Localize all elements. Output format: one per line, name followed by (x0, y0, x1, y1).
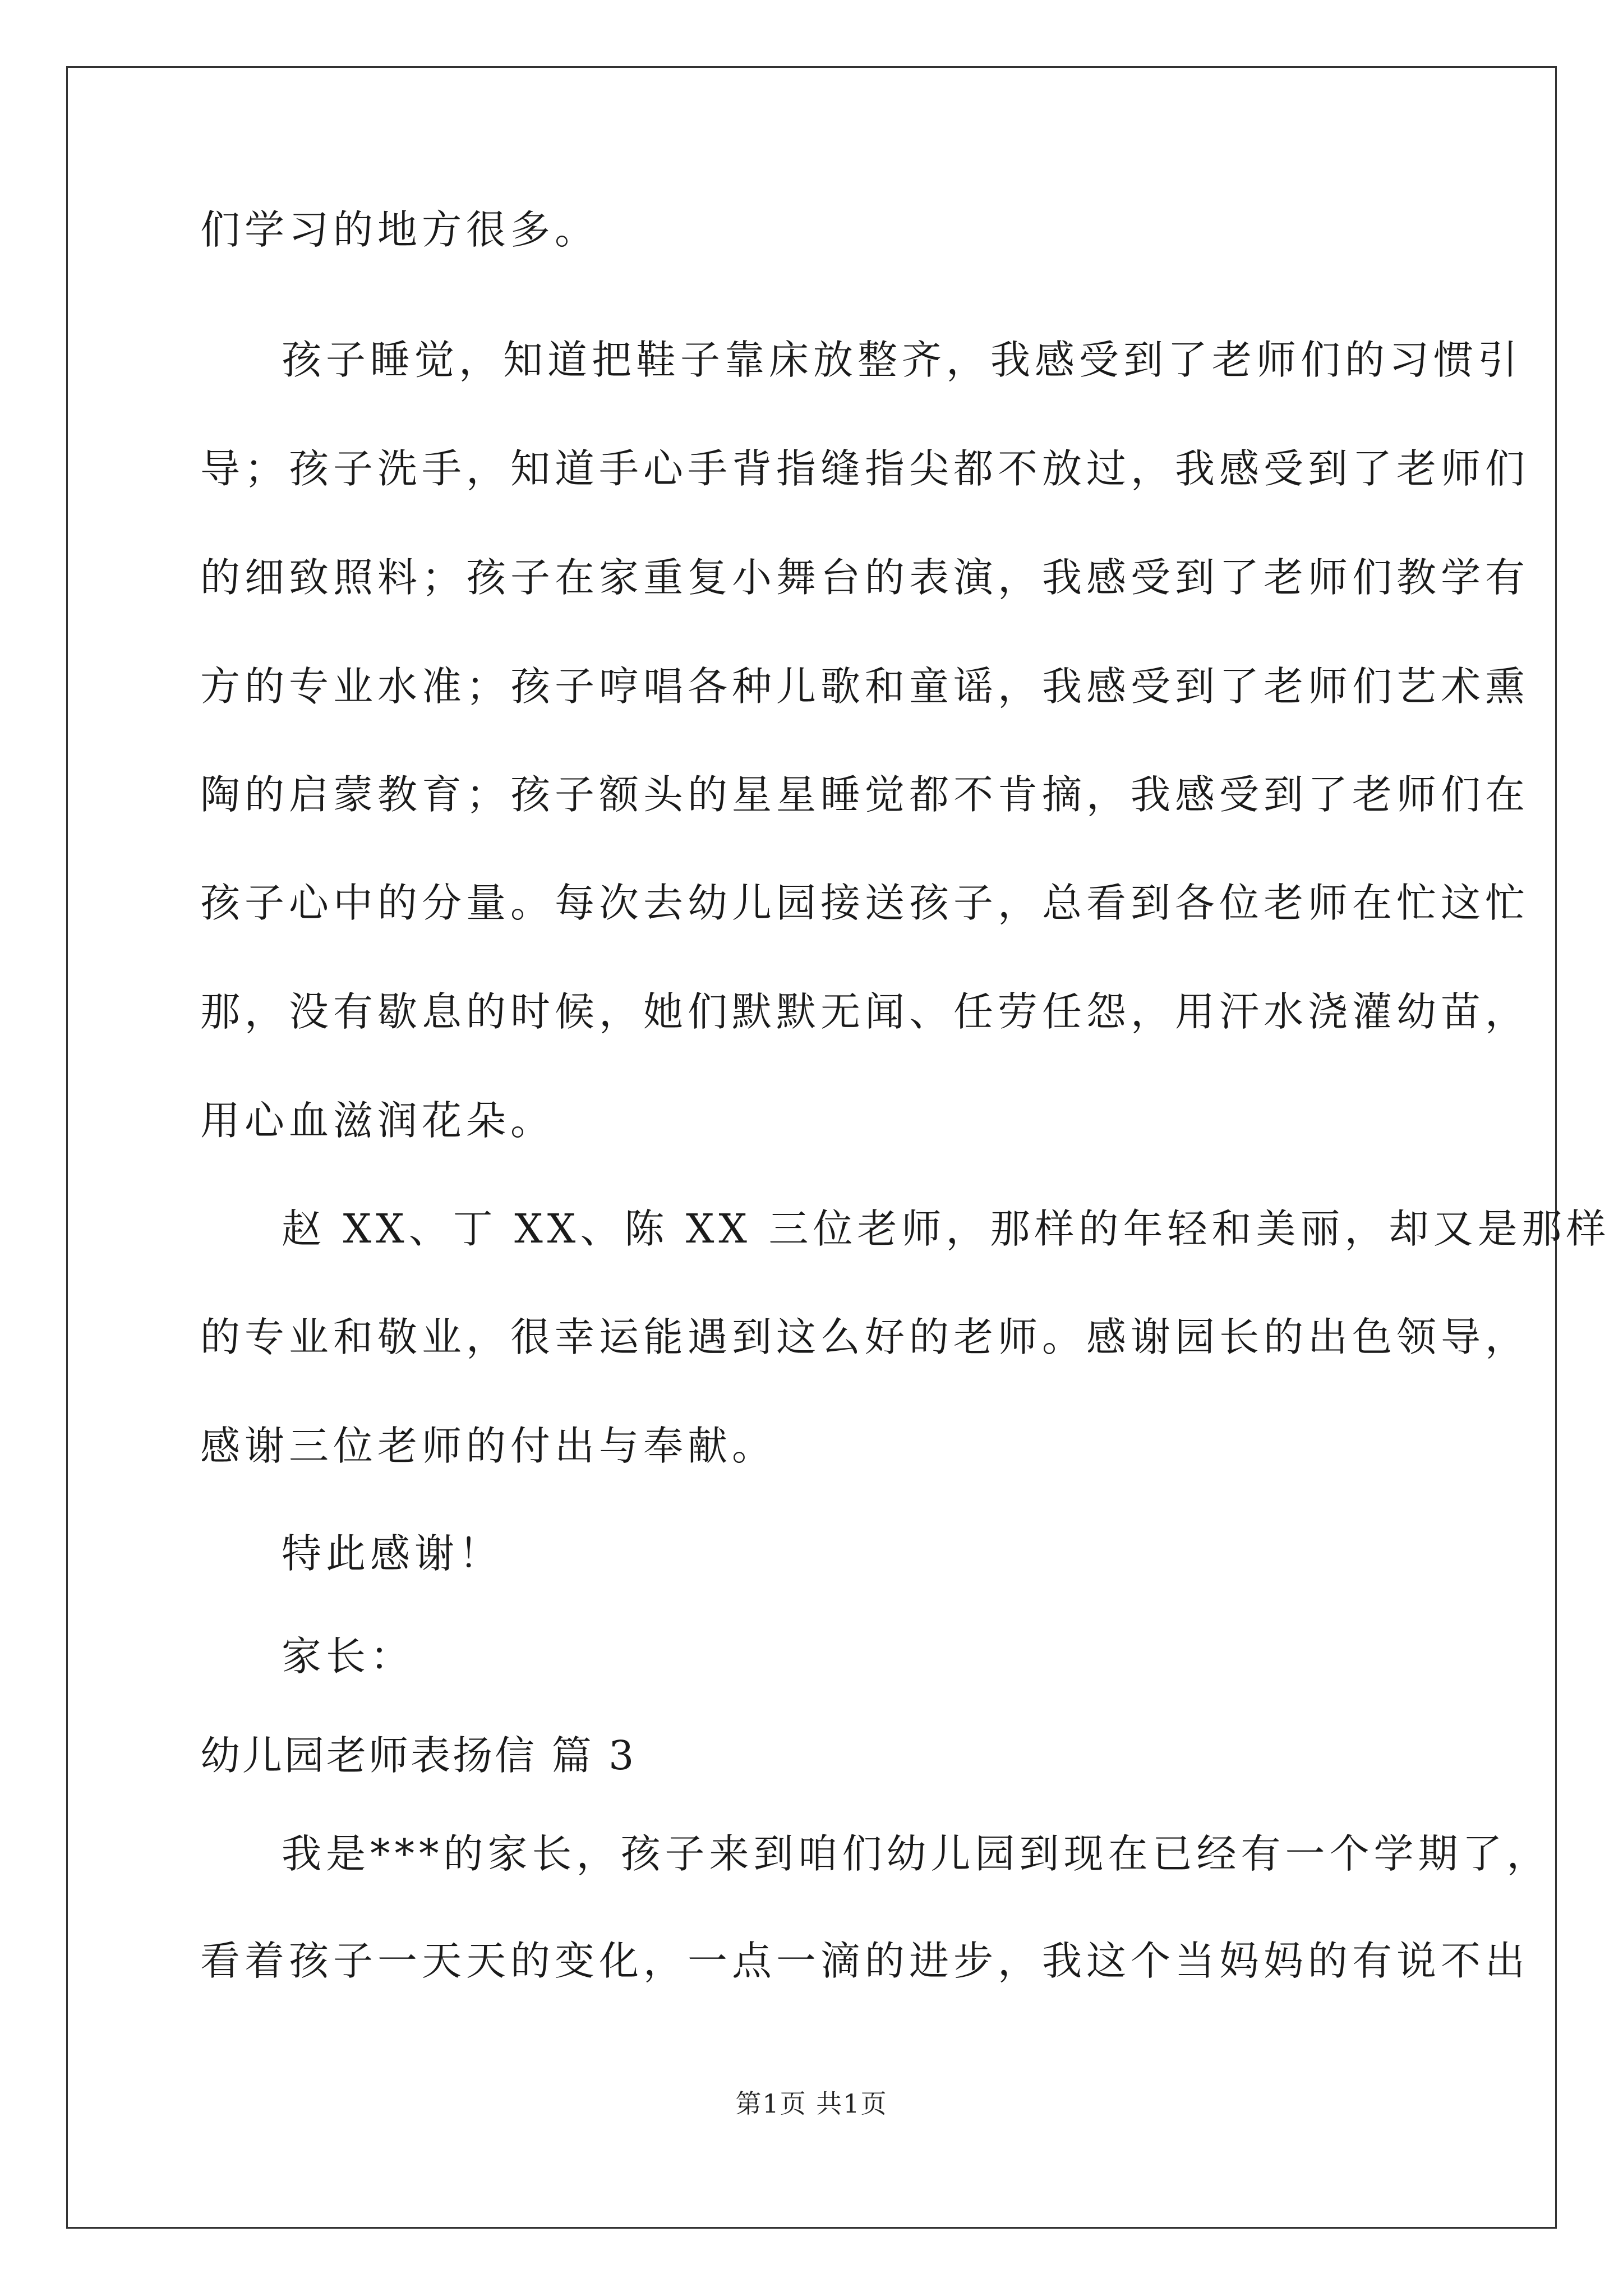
text-line: 用心血滋润花朵。 (200, 1097, 555, 1144)
text-line: 的专业和敬业，很幸运能遇到这么好的老师。感谢园长的出色领导， (200, 1314, 1530, 1360)
text-line: 导；孩子洗手，知道手心手背指缝指尖都不放过，我感受到了老师们 (200, 445, 1530, 492)
text-line: 孩子心中的分量。每次去幼儿园接送孩子，总看到各位老师在忙这忙 (200, 880, 1530, 926)
paragraph-start-line: 我是***的家长，孩子来到咱们幼儿园到现在已经有一个学期了， (282, 1830, 1551, 1877)
page-footer: 第1页 共1页 (735, 2088, 888, 2119)
text-line: 们学习的地方很多。 (200, 206, 600, 253)
text-line: 方的专业水准；孩子哼唱各种儿歌和童谣，我感受到了老师们艺术熏 (200, 663, 1530, 710)
text-line: 那，没有歇息的时候，她们默默无闻、任劳任怨，用汗水浇灌幼苗， (200, 988, 1530, 1035)
text-line: 看着孩子一天天的变化，一点一滴的进步，我这个当妈妈的有说不出 (200, 1938, 1530, 1984)
closing-line: 特此感谢！ (282, 1530, 504, 1577)
paragraph-start-line: 赵 XX、丁 XX、陈 XX 三位老师，那样的年轻和美丽，却又是那样 (282, 1205, 1611, 1252)
section-title: 幼儿园老师表扬信 篇 3 (200, 1732, 637, 1779)
text-line: 的细致照料；孩子在家重复小舞台的表演，我感受到了老师们教学有 (200, 554, 1530, 601)
text-line: 陶的启蒙教育；孩子额头的星星睡觉都不肯摘，我感受到了老师们在 (200, 771, 1530, 818)
text-line: 感谢三位老师的付出与奉献。 (200, 1423, 777, 1469)
paragraph-start-line: 孩子睡觉，知道把鞋子靠床放整齐，我感受到了老师们的习惯引 (282, 337, 1523, 383)
signature-label: 家长： (282, 1633, 415, 1680)
